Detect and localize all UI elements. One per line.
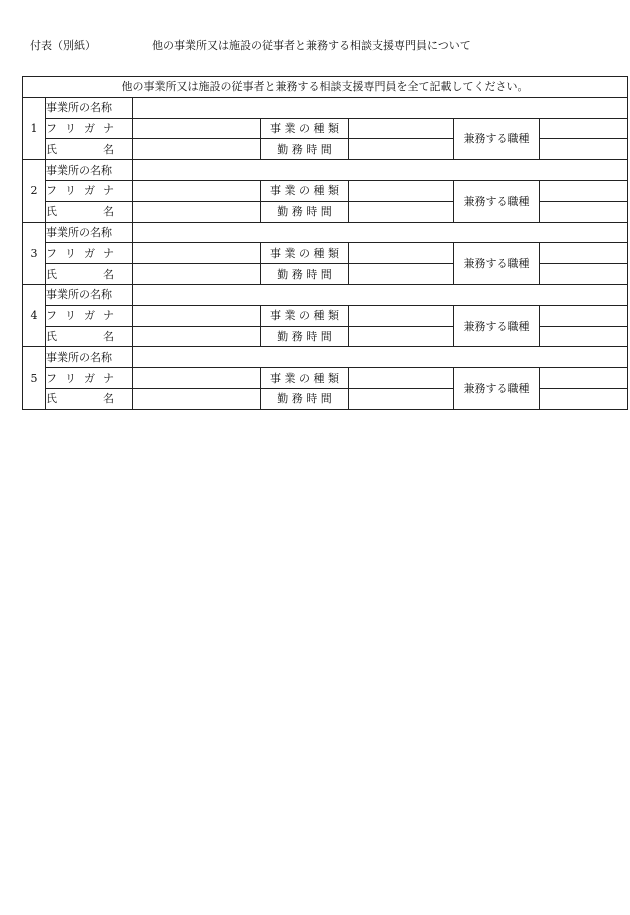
- name-label: 氏 名: [46, 388, 133, 409]
- work-hours-input[interactable]: [349, 388, 454, 409]
- work-hours-input[interactable]: [349, 326, 454, 347]
- entry-row-furigana: [23, 368, 628, 389]
- office-name-label: 事業所の名称: [46, 97, 133, 118]
- concurrent-job-label: 兼務する職種: [454, 368, 540, 410]
- business-type-label: 事 業 の 種 類: [261, 118, 349, 139]
- furigana-input[interactable]: [133, 305, 261, 326]
- business-type-label: 事 業 の 種 類: [261, 180, 349, 201]
- entry-row-office: [23, 97, 628, 118]
- name-input[interactable]: [133, 388, 261, 409]
- entry-number: 2: [23, 160, 46, 222]
- work-hours-label: 勤 務 時 間: [261, 264, 349, 285]
- furigana-label: フ リ ガ ナ: [46, 118, 133, 139]
- table-caption: 他の事業所又は施設の従事者と兼務する相談支援専門員を全て記載してください。: [23, 77, 628, 98]
- entry-row-furigana: [23, 180, 628, 201]
- work-hours-label: 勤 務 時 間: [261, 139, 349, 160]
- name-input[interactable]: [133, 201, 261, 222]
- work-hours-input[interactable]: [349, 264, 454, 285]
- office-name-label: 事業所の名称: [46, 347, 133, 368]
- office-name-input[interactable]: [133, 284, 628, 305]
- office-name-label: 事業所の名称: [46, 222, 133, 243]
- entry-row-furigana: [23, 118, 628, 139]
- entry-row-furigana: [23, 305, 628, 326]
- concurrent-job-label: 兼務する職種: [454, 305, 540, 347]
- concurrent-job-input-1[interactable]: [540, 368, 628, 389]
- name-label: 氏 名: [46, 139, 133, 160]
- document-title: 他の事業所又は施設の従事者と兼務する相談支援専門員について: [152, 39, 471, 52]
- office-name-input[interactable]: [133, 97, 628, 118]
- name-input[interactable]: [133, 264, 261, 285]
- entry-row-office: [23, 284, 628, 305]
- work-hours-input[interactable]: [349, 201, 454, 222]
- work-hours-label: 勤 務 時 間: [261, 201, 349, 222]
- furigana-label: フ リ ガ ナ: [46, 305, 133, 326]
- entry-row-furigana: [23, 243, 628, 264]
- caption-row: [23, 77, 628, 98]
- office-name-input[interactable]: [133, 347, 628, 368]
- office-name-label: 事業所の名称: [46, 160, 133, 181]
- entry-number: 3: [23, 222, 46, 284]
- name-input[interactable]: [133, 139, 261, 160]
- work-hours-label: 勤 務 時 間: [261, 388, 349, 409]
- concurrent-job-input-2[interactable]: [540, 201, 628, 222]
- concurrent-staff-table: [22, 76, 628, 410]
- entry-row-office: [23, 347, 628, 368]
- entry-number: 1: [23, 97, 46, 159]
- entry-row-office: [23, 160, 628, 181]
- business-type-input[interactable]: [349, 118, 454, 139]
- concurrent-job-input-2[interactable]: [540, 326, 628, 347]
- concurrent-job-input-1[interactable]: [540, 118, 628, 139]
- furigana-input[interactable]: [133, 368, 261, 389]
- name-label: 氏 名: [46, 264, 133, 285]
- concurrent-job-label: 兼務する職種: [454, 243, 540, 285]
- concurrent-job-input-1[interactable]: [540, 243, 628, 264]
- concurrent-job-input-1[interactable]: [540, 180, 628, 201]
- work-hours-input[interactable]: [349, 139, 454, 160]
- furigana-input[interactable]: [133, 180, 261, 201]
- office-name-input[interactable]: [133, 222, 628, 243]
- office-name-input[interactable]: [133, 160, 628, 181]
- furigana-label: フ リ ガ ナ: [46, 180, 133, 201]
- name-label: 氏 名: [46, 201, 133, 222]
- entry-number: 5: [23, 347, 46, 409]
- entry-number: 4: [23, 284, 46, 346]
- business-type-input[interactable]: [349, 243, 454, 264]
- furigana-input[interactable]: [133, 243, 261, 264]
- business-type-input[interactable]: [349, 305, 454, 326]
- name-input[interactable]: [133, 326, 261, 347]
- concurrent-job-input-2[interactable]: [540, 264, 628, 285]
- office-name-label: 事業所の名称: [46, 284, 133, 305]
- form-annex-label: 付表（別紙）: [30, 39, 96, 52]
- concurrent-job-input-2[interactable]: [540, 139, 628, 160]
- concurrent-job-label: 兼務する職種: [454, 180, 540, 222]
- entry-row-office: [23, 222, 628, 243]
- concurrent-job-input-2[interactable]: [540, 388, 628, 409]
- business-type-label: 事 業 の 種 類: [261, 368, 349, 389]
- business-type-label: 事 業 の 種 類: [261, 243, 349, 264]
- concurrent-job-label: 兼務する職種: [454, 118, 540, 160]
- furigana-label: フ リ ガ ナ: [46, 243, 133, 264]
- work-hours-label: 勤 務 時 間: [261, 326, 349, 347]
- business-type-input[interactable]: [349, 180, 454, 201]
- furigana-label: フ リ ガ ナ: [46, 368, 133, 389]
- business-type-label: 事 業 の 種 類: [261, 305, 349, 326]
- name-label: 氏 名: [46, 326, 133, 347]
- concurrent-job-input-1[interactable]: [540, 305, 628, 326]
- furigana-input[interactable]: [133, 118, 261, 139]
- business-type-input[interactable]: [349, 368, 454, 389]
